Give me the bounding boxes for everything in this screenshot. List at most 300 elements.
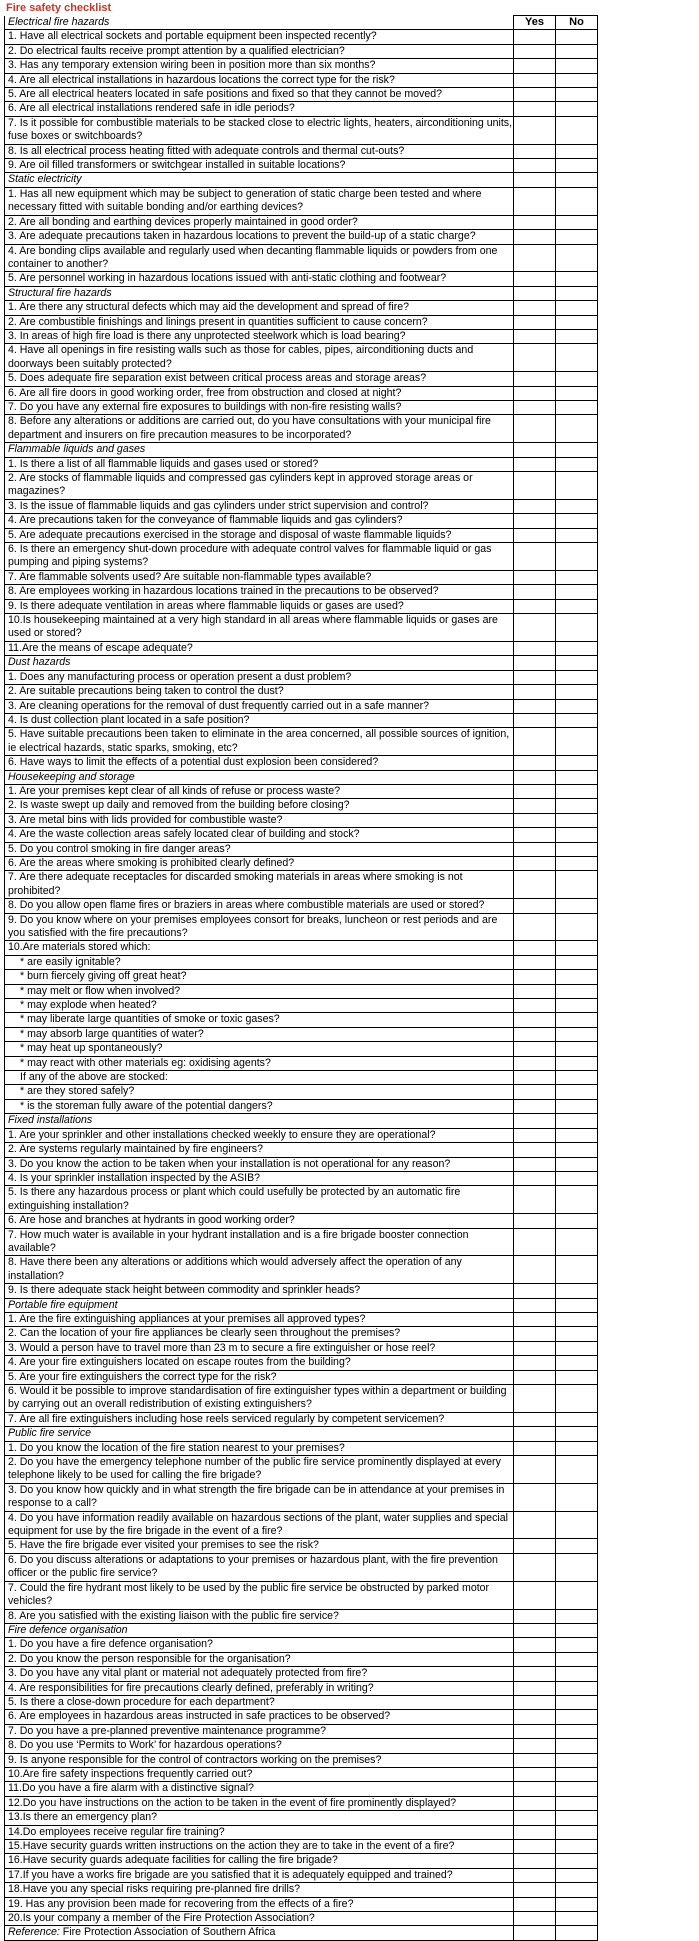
question-row bbox=[5, 1638, 688, 1652]
question-row bbox=[5, 1825, 688, 1839]
yes-checkbox-cell[interactable] bbox=[514, 1071, 556, 1085]
no-checkbox-cell[interactable] bbox=[556, 1782, 598, 1796]
question-row bbox=[5, 670, 688, 684]
no-checkbox-cell[interactable] bbox=[556, 73, 598, 87]
yes-checkbox-cell[interactable] bbox=[514, 230, 556, 244]
no-checkbox-cell[interactable] bbox=[556, 215, 598, 229]
page-title: Fire safety checklist bbox=[6, 2, 112, 14]
yes-checkbox-cell[interactable] bbox=[514, 1356, 556, 1370]
question-text: 3. Do you know the action to be taken when your installation is not operational for any reason? bbox=[5, 1157, 514, 1171]
yes-checkbox-cell[interactable] bbox=[514, 1609, 556, 1623]
yes-checkbox-cell[interactable] bbox=[514, 1667, 556, 1681]
section-heading: Dust hazards bbox=[5, 656, 514, 670]
yes-checkbox-cell[interactable] bbox=[514, 144, 556, 158]
question-text: 1. Are the fire extinguishing appliances at your premises all approved types? bbox=[5, 1312, 514, 1326]
yes-checkbox-cell[interactable] bbox=[514, 799, 556, 813]
question-row bbox=[5, 244, 688, 272]
yes-checkbox-cell bbox=[514, 656, 556, 670]
yes-checkbox-cell[interactable] bbox=[514, 685, 556, 699]
no-checkbox-cell[interactable] bbox=[556, 59, 598, 73]
no-checkbox-cell[interactable] bbox=[556, 1854, 598, 1868]
question-text: 1. Are your sprinkler and other installations checked weekly to ensure they are operational? bbox=[5, 1128, 514, 1142]
yes-checkbox-cell[interactable] bbox=[514, 116, 556, 144]
section-heading: Flammable liquids and gases bbox=[5, 443, 514, 457]
question-row bbox=[5, 1753, 688, 1767]
yes-checkbox-cell[interactable] bbox=[514, 1739, 556, 1753]
yes-checkbox-cell[interactable] bbox=[514, 415, 556, 443]
question-text: 9. Is there adequate stack height between commodity and sprinkler heads? bbox=[5, 1284, 514, 1298]
no-checkbox-cell[interactable] bbox=[556, 1370, 598, 1384]
yes-checkbox-cell[interactable] bbox=[514, 984, 556, 998]
yes-checkbox-cell[interactable] bbox=[514, 272, 556, 286]
no-checkbox-cell[interactable] bbox=[556, 1767, 598, 1781]
question-text: 1. Is there a list of all flammable liquids and gases used or stored? bbox=[5, 457, 514, 471]
question-text: 4. Do you have information readily available on hazardous sections of the plant, water supplies and special equipment for use by the fire brigade in the event of a fire? bbox=[5, 1511, 514, 1539]
question-row bbox=[5, 301, 688, 315]
yes-checkbox-cell bbox=[514, 1298, 556, 1312]
yes-checkbox-cell[interactable] bbox=[514, 1811, 556, 1825]
no-checkbox-cell[interactable] bbox=[556, 842, 598, 856]
yes-checkbox-cell[interactable] bbox=[514, 856, 556, 870]
question-text: 10.Are fire safety inspections frequently carried out? bbox=[5, 1767, 514, 1781]
no-checkbox-cell[interactable] bbox=[556, 1143, 598, 1157]
no-checkbox-cell[interactable] bbox=[556, 1228, 598, 1256]
no-checkbox-cell[interactable] bbox=[556, 899, 598, 913]
no-checkbox-cell[interactable] bbox=[556, 1724, 598, 1738]
question-row bbox=[5, 499, 688, 513]
question-row bbox=[5, 955, 688, 969]
question-text: 13.Is there an emergency plan? bbox=[5, 1811, 514, 1825]
yes-checkbox-cell[interactable] bbox=[514, 842, 556, 856]
no-checkbox-cell[interactable] bbox=[556, 685, 598, 699]
no-checkbox-cell[interactable] bbox=[556, 871, 598, 899]
no-checkbox-cell[interactable] bbox=[556, 144, 598, 158]
no-checkbox-cell[interactable] bbox=[556, 315, 598, 329]
no-checkbox-cell[interactable] bbox=[556, 1128, 598, 1142]
no-checkbox-cell[interactable] bbox=[556, 1085, 598, 1099]
question-text: 3. Are adequate precautions taken in hazardous locations to prevent the build-up of a static charge? bbox=[5, 230, 514, 244]
no-checkbox-cell[interactable] bbox=[556, 1539, 598, 1553]
yes-checkbox-cell[interactable] bbox=[514, 599, 556, 613]
no-checkbox-cell[interactable] bbox=[556, 1412, 598, 1426]
yes-checkbox-cell[interactable] bbox=[514, 1128, 556, 1142]
no-checkbox-cell[interactable] bbox=[556, 984, 598, 998]
yes-checkbox-cell[interactable] bbox=[514, 1157, 556, 1171]
no-checkbox-cell[interactable] bbox=[556, 813, 598, 827]
question-row bbox=[5, 1128, 688, 1142]
yes-checkbox-cell[interactable] bbox=[514, 1912, 556, 1926]
yes-checkbox-cell[interactable] bbox=[514, 828, 556, 842]
yes-checkbox-cell[interactable] bbox=[514, 713, 556, 727]
question-text: 8. Do you allow open flame fires or braziers in areas where combustible materials are used or stored? bbox=[5, 899, 514, 913]
yes-checkbox-cell[interactable] bbox=[514, 528, 556, 542]
no-checkbox-cell[interactable] bbox=[556, 1441, 598, 1455]
yes-checkbox-cell[interactable] bbox=[514, 1056, 556, 1070]
yes-checkbox-cell[interactable] bbox=[514, 1553, 556, 1581]
yes-checkbox-cell[interactable] bbox=[514, 1652, 556, 1666]
no-checkbox-cell[interactable] bbox=[556, 1483, 598, 1511]
question-text: 2. Do you have the emergency telephone number of the public fire service prominently displayed at every telephone likely to be used for calling the fire brigade? bbox=[5, 1456, 514, 1484]
no-checkbox-cell[interactable] bbox=[556, 30, 598, 44]
no-checkbox-cell[interactable] bbox=[556, 1013, 598, 1027]
yes-checkbox-cell[interactable] bbox=[514, 59, 556, 73]
question-row bbox=[5, 1724, 688, 1738]
question-text: 5. Does adequate fire separation exist between critical process areas and storage areas? bbox=[5, 372, 514, 386]
no-checkbox-cell[interactable] bbox=[556, 1739, 598, 1753]
question-text: 3. In areas of high fire load is there any unprotected steelwork which is load bearing? bbox=[5, 329, 514, 343]
no-checkbox-cell[interactable] bbox=[556, 585, 598, 599]
no-checkbox-cell[interactable] bbox=[556, 1883, 598, 1897]
question-row bbox=[5, 799, 688, 813]
yes-checkbox-cell[interactable] bbox=[514, 1511, 556, 1539]
question-row bbox=[5, 1710, 688, 1724]
question-row bbox=[5, 1214, 688, 1228]
yes-checkbox-cell[interactable] bbox=[514, 1256, 556, 1284]
no-checkbox-cell[interactable] bbox=[556, 1171, 598, 1185]
yes-checkbox-cell[interactable] bbox=[514, 1027, 556, 1041]
yes-checkbox-cell[interactable] bbox=[514, 641, 556, 655]
yes-checkbox-cell[interactable] bbox=[514, 329, 556, 343]
yes-checkbox-cell[interactable] bbox=[514, 44, 556, 58]
yes-checkbox-cell[interactable] bbox=[514, 187, 556, 215]
question-text: 6. Are the areas where smoking is prohibited clearly defined? bbox=[5, 856, 514, 870]
question-row bbox=[5, 88, 688, 102]
yes-checkbox-cell[interactable] bbox=[514, 1897, 556, 1911]
no-checkbox-cell[interactable] bbox=[556, 159, 598, 173]
yes-checkbox-cell[interactable] bbox=[514, 1441, 556, 1455]
question-text: 5. Do you control smoking in fire danger areas? bbox=[5, 842, 514, 856]
question-row bbox=[5, 1228, 688, 1256]
yes-checkbox-cell[interactable] bbox=[514, 1695, 556, 1709]
yes-checkbox-cell[interactable] bbox=[514, 1581, 556, 1609]
no-checkbox-cell[interactable] bbox=[556, 1796, 598, 1810]
no-checkbox-cell[interactable] bbox=[556, 1056, 598, 1070]
section-row bbox=[5, 1427, 688, 1441]
no-checkbox-cell[interactable] bbox=[556, 970, 598, 984]
question-text: 3. Are metal bins with lids provided for combustible waste? bbox=[5, 813, 514, 827]
no-checkbox-cell[interactable] bbox=[556, 1312, 598, 1326]
no-checkbox-cell[interactable] bbox=[556, 102, 598, 116]
question-row bbox=[5, 1056, 688, 1070]
question-row bbox=[5, 415, 688, 443]
no-checkbox-cell[interactable] bbox=[556, 599, 598, 613]
yes-checkbox-cell[interactable] bbox=[514, 784, 556, 798]
no-checkbox-cell[interactable] bbox=[556, 699, 598, 713]
no-checkbox-cell[interactable] bbox=[556, 1710, 598, 1724]
question-row bbox=[5, 1027, 688, 1041]
yes-checkbox-cell[interactable] bbox=[514, 871, 556, 899]
no-checkbox-cell[interactable] bbox=[556, 415, 598, 443]
yes-checkbox-cell bbox=[514, 286, 556, 300]
no-checkbox-cell[interactable] bbox=[556, 913, 598, 941]
no-checkbox-cell[interactable] bbox=[556, 1256, 598, 1284]
yes-checkbox-cell[interactable] bbox=[514, 1341, 556, 1355]
no-checkbox-cell[interactable] bbox=[556, 1609, 598, 1623]
no-checkbox-cell[interactable] bbox=[556, 670, 598, 684]
yes-checkbox-cell[interactable] bbox=[514, 1483, 556, 1511]
yes-checkbox-cell[interactable] bbox=[514, 344, 556, 372]
question-row bbox=[5, 1767, 688, 1781]
yes-checkbox-cell[interactable] bbox=[514, 1385, 556, 1413]
no-checkbox-cell[interactable] bbox=[556, 187, 598, 215]
no-checkbox-cell[interactable] bbox=[556, 1912, 598, 1926]
question-text: 3. Do you know how quickly and in what strength the fire brigade can be in attendance at your premises in response to a call? bbox=[5, 1483, 514, 1511]
question-text: 6. Would it be possible to improve standardisation of fire extinguisher types within a department or building by carrying out an overall redistribution of existing extinguishers? bbox=[5, 1385, 514, 1413]
no-checkbox-cell[interactable] bbox=[556, 955, 598, 969]
no-checkbox-cell[interactable] bbox=[556, 1667, 598, 1681]
question-text: * may heat up spontaneously? bbox=[5, 1042, 514, 1056]
no-checkbox-cell[interactable] bbox=[556, 1214, 598, 1228]
yes-checkbox-cell[interactable] bbox=[514, 159, 556, 173]
no-checkbox-cell[interactable] bbox=[556, 116, 598, 144]
question-row bbox=[5, 1739, 688, 1753]
question-text: * are they stored safely? bbox=[5, 1085, 514, 1099]
no-checkbox-cell[interactable] bbox=[556, 1284, 598, 1298]
no-checkbox-cell[interactable] bbox=[556, 1027, 598, 1041]
question-text: 5. Are all electrical heaters located in safe positions and fixed so that they cannot be moved? bbox=[5, 88, 514, 102]
yes-checkbox-cell[interactable] bbox=[514, 400, 556, 414]
no-checkbox-cell[interactable] bbox=[556, 272, 598, 286]
yes-checkbox-cell[interactable] bbox=[514, 1638, 556, 1652]
yes-checkbox-cell[interactable] bbox=[514, 1840, 556, 1854]
yes-checkbox-cell[interactable] bbox=[514, 1782, 556, 1796]
question-text: 3. Has any temporary extension wiring been in position more than six months? bbox=[5, 59, 514, 73]
question-row bbox=[5, 230, 688, 244]
yes-checkbox-cell[interactable] bbox=[514, 1214, 556, 1228]
no-checkbox-cell[interactable] bbox=[556, 999, 598, 1013]
no-checkbox-cell[interactable] bbox=[556, 1581, 598, 1609]
yes-checkbox-cell[interactable] bbox=[514, 614, 556, 642]
no-checkbox-cell[interactable] bbox=[556, 570, 598, 584]
no-checkbox-cell[interactable] bbox=[556, 514, 598, 528]
no-checkbox-cell[interactable] bbox=[556, 1840, 598, 1854]
question-row bbox=[5, 1511, 688, 1539]
question-text: * may liberate large quantities of smoke or toxic gases? bbox=[5, 1013, 514, 1027]
yes-checkbox-cell[interactable] bbox=[514, 514, 556, 528]
no-checkbox-cell[interactable] bbox=[556, 88, 598, 102]
yes-checkbox-cell[interactable] bbox=[514, 1228, 556, 1256]
question-row bbox=[5, 1782, 688, 1796]
no-checkbox-cell[interactable] bbox=[556, 614, 598, 642]
no-checkbox-cell[interactable] bbox=[556, 329, 598, 343]
yes-checkbox-cell[interactable] bbox=[514, 1710, 556, 1724]
no-checkbox-cell[interactable] bbox=[556, 230, 598, 244]
question-row bbox=[5, 472, 688, 500]
yes-checkbox-cell[interactable] bbox=[514, 699, 556, 713]
yes-checkbox-cell[interactable] bbox=[514, 386, 556, 400]
no-checkbox-cell[interactable] bbox=[556, 1186, 598, 1214]
question-row bbox=[5, 828, 688, 842]
no-checkbox-cell[interactable] bbox=[556, 1157, 598, 1171]
yes-checkbox-cell[interactable] bbox=[514, 1868, 556, 1882]
no-checkbox-cell[interactable] bbox=[556, 856, 598, 870]
yes-checkbox-cell[interactable] bbox=[514, 670, 556, 684]
no-checkbox-cell[interactable] bbox=[556, 1897, 598, 1911]
no-checkbox-cell[interactable] bbox=[556, 941, 598, 955]
question-row bbox=[5, 1796, 688, 1810]
yes-checkbox-cell[interactable] bbox=[514, 1312, 556, 1326]
section-heading: Fixed installations bbox=[5, 1114, 514, 1128]
yes-checkbox-cell[interactable] bbox=[514, 301, 556, 315]
question-row bbox=[5, 1681, 688, 1695]
yes-checkbox-cell[interactable] bbox=[514, 1143, 556, 1157]
no-checkbox-cell[interactable] bbox=[556, 1327, 598, 1341]
yes-checkbox-cell[interactable] bbox=[514, 813, 556, 827]
no-checkbox-cell[interactable] bbox=[556, 1553, 598, 1581]
no-checkbox-cell[interactable] bbox=[556, 244, 598, 272]
question-text: * may react with other materials eg: oxidising agents? bbox=[5, 1056, 514, 1070]
yes-checkbox-cell[interactable] bbox=[514, 999, 556, 1013]
no-checkbox-cell[interactable] bbox=[556, 472, 598, 500]
question-text: 11.Are the means of escape adequate? bbox=[5, 641, 514, 655]
yes-checkbox-cell[interactable] bbox=[514, 970, 556, 984]
yes-checkbox-cell[interactable] bbox=[514, 1370, 556, 1384]
no-checkbox-cell[interactable] bbox=[556, 1681, 598, 1695]
yes-checkbox-cell[interactable] bbox=[514, 499, 556, 513]
no-checkbox-cell[interactable] bbox=[556, 1652, 598, 1666]
yes-checkbox-cell[interactable] bbox=[514, 1171, 556, 1185]
yes-checkbox-cell[interactable] bbox=[514, 315, 556, 329]
yes-checkbox-cell[interactable] bbox=[514, 1085, 556, 1099]
question-text: 4. Are your fire extinguishers located on escape routes from the building? bbox=[5, 1356, 514, 1370]
no-checkbox-cell[interactable] bbox=[556, 756, 598, 770]
yes-checkbox-cell[interactable] bbox=[514, 955, 556, 969]
question-row bbox=[5, 543, 688, 571]
question-text: 17.If you have a works fire brigade are you satisfied that it is adequately equipped and trained? bbox=[5, 1868, 514, 1882]
question-text: 5. Are adequate precautions exercised in the storage and disposal of waste flammable liquids? bbox=[5, 528, 514, 542]
yes-checkbox-cell[interactable] bbox=[514, 1724, 556, 1738]
question-text: 5. Are personnel working in hazardous locations issued with anti-static clothing and footwear? bbox=[5, 272, 514, 286]
no-checkbox-cell[interactable] bbox=[556, 784, 598, 798]
yes-checkbox-cell[interactable] bbox=[514, 543, 556, 571]
question-text: 5. Is there any hazardous process or plant which could usefully be protected by an automatic fire extinguishing installation? bbox=[5, 1186, 514, 1214]
yes-checkbox-cell[interactable] bbox=[514, 1854, 556, 1868]
question-text: 2. Are all bonding and earthing devices properly maintained in good order? bbox=[5, 215, 514, 229]
question-text: 3. Is the issue of flammable liquids and gas cylinders under strict supervision and control? bbox=[5, 499, 514, 513]
no-checkbox-cell[interactable] bbox=[556, 641, 598, 655]
yes-checkbox-cell[interactable] bbox=[514, 1539, 556, 1553]
yes-checkbox-cell[interactable] bbox=[514, 585, 556, 599]
yes-checkbox-cell[interactable] bbox=[514, 215, 556, 229]
no-checkbox-cell[interactable] bbox=[556, 728, 598, 756]
no-checkbox-cell[interactable] bbox=[556, 386, 598, 400]
no-checkbox-cell[interactable] bbox=[556, 1042, 598, 1056]
yes-checkbox-cell[interactable] bbox=[514, 244, 556, 272]
yes-checkbox-cell[interactable] bbox=[514, 88, 556, 102]
yes-checkbox-cell[interactable] bbox=[514, 372, 556, 386]
yes-checkbox-cell[interactable] bbox=[514, 30, 556, 44]
yes-checkbox-cell[interactable] bbox=[514, 1753, 556, 1767]
no-checkbox-cell[interactable] bbox=[556, 1868, 598, 1882]
yes-checkbox-cell[interactable] bbox=[514, 1825, 556, 1839]
no-checkbox-cell[interactable] bbox=[556, 1071, 598, 1085]
yes-checkbox-cell[interactable] bbox=[514, 756, 556, 770]
question-text: 8. Are you satisfied with the existing liaison with the public fire service? bbox=[5, 1609, 514, 1623]
question-row bbox=[5, 1912, 688, 1926]
yes-checkbox-cell[interactable] bbox=[514, 1042, 556, 1056]
yes-checkbox-cell[interactable] bbox=[514, 1681, 556, 1695]
no-checkbox-cell[interactable] bbox=[556, 828, 598, 842]
no-checkbox-cell[interactable] bbox=[556, 713, 598, 727]
no-checkbox-cell[interactable] bbox=[556, 1099, 598, 1113]
question-text: 2. Are suitable precautions being taken to control the dust? bbox=[5, 685, 514, 699]
blank-cell bbox=[514, 1926, 556, 1940]
yes-checkbox-cell[interactable] bbox=[514, 913, 556, 941]
question-text: 9. Do you know where on your premises employees consort for breaks, luncheon or rest periods and are you satisfied with the fire precautions? bbox=[5, 913, 514, 941]
yes-checkbox-cell[interactable] bbox=[514, 1186, 556, 1214]
no-checkbox-cell[interactable] bbox=[556, 1825, 598, 1839]
yes-checkbox-cell[interactable] bbox=[514, 1412, 556, 1426]
question-text: 8. Have there been any alterations or additions which would adversely affect the operation of any installation? bbox=[5, 1256, 514, 1284]
yes-checkbox-cell[interactable] bbox=[514, 472, 556, 500]
no-checkbox-cell[interactable] bbox=[556, 301, 598, 315]
no-checkbox-cell[interactable] bbox=[556, 344, 598, 372]
no-checkbox-cell[interactable] bbox=[556, 1811, 598, 1825]
yes-checkbox-cell[interactable] bbox=[514, 1456, 556, 1484]
question-text: 4. Are all electrical installations in hazardous locations the correct type for the risk? bbox=[5, 73, 514, 87]
no-checkbox-cell[interactable] bbox=[556, 543, 598, 571]
no-checkbox-cell[interactable] bbox=[556, 372, 598, 386]
question-row bbox=[5, 1071, 688, 1085]
no-checkbox-cell[interactable] bbox=[556, 1511, 598, 1539]
yes-checkbox-cell[interactable] bbox=[514, 1883, 556, 1897]
no-checkbox-cell bbox=[556, 656, 598, 670]
question-row bbox=[5, 1085, 688, 1099]
yes-checkbox-cell[interactable] bbox=[514, 899, 556, 913]
no-checkbox-cell[interactable] bbox=[556, 1385, 598, 1413]
yes-checkbox-cell bbox=[514, 1114, 556, 1128]
yes-checkbox-cell[interactable] bbox=[514, 1013, 556, 1027]
yes-checkbox-cell[interactable] bbox=[514, 1327, 556, 1341]
section-row bbox=[5, 173, 688, 187]
no-checkbox-cell[interactable] bbox=[556, 499, 598, 513]
no-checkbox-cell[interactable] bbox=[556, 1456, 598, 1484]
no-checkbox-cell[interactable] bbox=[556, 799, 598, 813]
question-row bbox=[5, 784, 688, 798]
section-row bbox=[5, 1114, 688, 1128]
yes-checkbox-cell[interactable] bbox=[514, 570, 556, 584]
yes-checkbox-cell[interactable] bbox=[514, 73, 556, 87]
yes-checkbox-cell[interactable] bbox=[514, 1796, 556, 1810]
question-row bbox=[5, 756, 688, 770]
yes-checkbox-cell[interactable] bbox=[514, 728, 556, 756]
no-checkbox-cell[interactable] bbox=[556, 457, 598, 471]
no-checkbox-cell[interactable] bbox=[556, 44, 598, 58]
no-checkbox-cell[interactable] bbox=[556, 1341, 598, 1355]
no-checkbox-cell[interactable] bbox=[556, 1356, 598, 1370]
yes-checkbox-cell[interactable] bbox=[514, 1284, 556, 1298]
question-text: 7. Are there adequate receptacles for discarded smoking materials in areas where smoking is not prohibited? bbox=[5, 871, 514, 899]
no-checkbox-cell[interactable] bbox=[556, 400, 598, 414]
no-checkbox-cell[interactable] bbox=[556, 1695, 598, 1709]
yes-checkbox-cell[interactable] bbox=[514, 1099, 556, 1113]
no-checkbox-cell[interactable] bbox=[556, 1638, 598, 1652]
header-row bbox=[5, 16, 688, 30]
question-text: 4. Are precautions taken for the conveyance of flammable liquids and gas cylinders? bbox=[5, 514, 514, 528]
question-row bbox=[5, 144, 688, 158]
question-text: 12.Do you have instructions on the action to be taken in the event of fire prominently displayed? bbox=[5, 1796, 514, 1810]
yes-checkbox-cell[interactable] bbox=[514, 457, 556, 471]
question-row bbox=[5, 699, 688, 713]
no-checkbox-cell[interactable] bbox=[556, 1753, 598, 1767]
question-row bbox=[5, 641, 688, 655]
yes-checkbox-cell[interactable] bbox=[514, 102, 556, 116]
no-checkbox-cell[interactable] bbox=[556, 528, 598, 542]
yes-checkbox-cell[interactable] bbox=[514, 1767, 556, 1781]
question-row bbox=[5, 871, 688, 899]
question-row bbox=[5, 1883, 688, 1897]
yes-checkbox-cell[interactable] bbox=[514, 941, 556, 955]
